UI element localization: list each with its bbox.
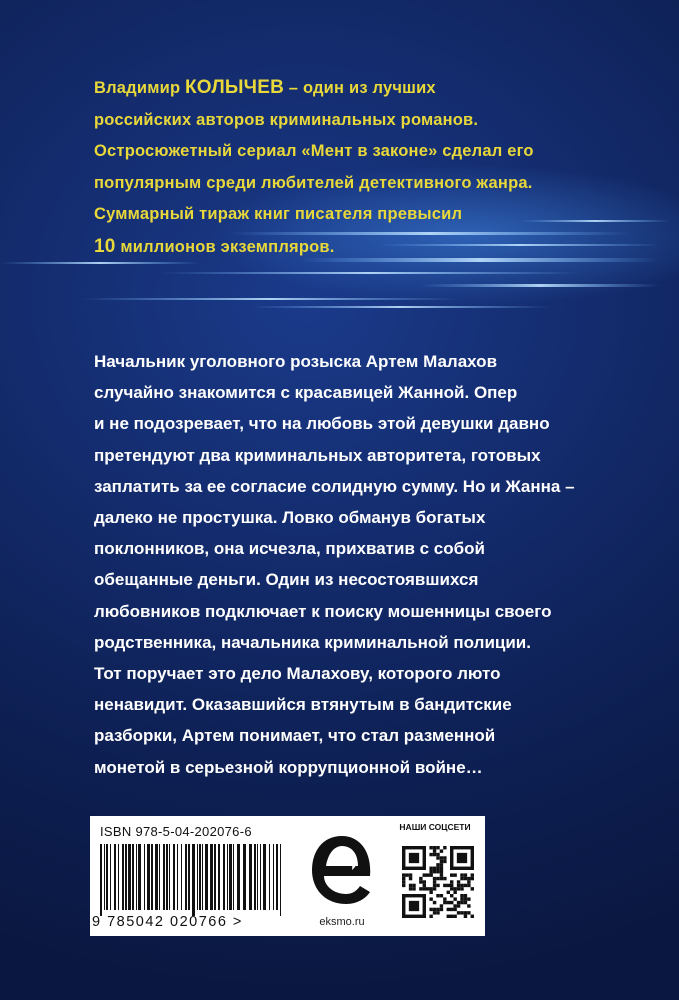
qr-module [440,867,443,870]
barcode-bar [177,844,178,910]
qr-module [457,887,460,890]
publisher-site: eksmo.ru [319,916,365,928]
barcode-bar [243,844,246,910]
qr-module [436,884,439,887]
qr-module [453,887,456,890]
annotation-line: далеко не простушка. Ловко обманув богатых [94,508,486,528]
barcode-bar [205,844,208,910]
annotation-line: заплатить за ее согласие солидную сумму. Но и Жанна – [94,476,575,496]
qr-module [450,908,453,911]
qr-module [443,860,446,863]
barcode-bar [147,844,150,910]
qr-module [429,887,432,890]
barcode-bar [106,844,108,910]
barcode-bar [185,844,187,910]
qr-module [447,908,450,911]
qr-module [450,894,453,897]
qr-module [433,884,436,887]
annotation-line: обещанные деньги. Один из несостоявшихся [94,570,479,590]
annotation-line: претендуют два криминальных авторитета, готовых [94,445,541,465]
qr-module [443,901,446,904]
qr-module [412,884,415,887]
qr-module [471,877,474,880]
barcode-bar [202,844,203,910]
qr-module [433,908,436,911]
qr-module [433,849,436,852]
author-line-5: Суммарный тираж книг писателя превысил [94,205,463,223]
annotation-line: Тот поручает это дело Малахову, которого люто [94,664,501,684]
qr-module [443,846,446,849]
annotation-line: монетой в серьезной коррупционной войне… [94,757,483,777]
barcode-bar [263,844,266,910]
barcode-bar [214,844,216,910]
qr-module [409,887,412,890]
barcode-bar [181,844,182,910]
barcode-bar [233,844,234,910]
qr-module [429,867,432,870]
author-blurb [94,72,614,263]
barcode-bar [166,844,168,910]
qr-module [423,873,426,876]
qr-module [436,877,439,880]
qr-module [440,856,443,859]
qr-module [433,853,436,856]
barcode-bar [155,844,158,910]
author-first-name: Владимир [94,79,186,97]
qr-finder [457,853,467,863]
annotation-line: и не подозревает, что на любовь этой девушки давно [94,414,550,434]
annotation-line: Начальник уголовного розыска Артем Малахов [94,352,498,371]
qr-module [402,884,405,887]
qr-module [409,884,412,887]
annotation-line: разборки, Артем понимает, что стал разменной [94,726,496,746]
barcode-bar [169,844,170,910]
qr-module [419,887,422,890]
barcode-bar [276,844,278,910]
qr-module [429,915,432,918]
qr-module [450,880,453,883]
qr-module [440,870,443,873]
barcode-bar [192,844,195,916]
barcode-bar [197,844,198,910]
qr-module [440,904,443,907]
qr-module [409,873,412,876]
qr-module [440,908,443,911]
qr-module [429,897,432,900]
author-line-2: российских авторов криминальных романов. [94,110,479,129]
author-line-1-rest: – один из лучших [284,79,436,97]
barcode-bar [110,844,111,910]
barcode-image [98,844,286,916]
qr-module [436,853,439,856]
qr-module [402,873,405,876]
qr-module [423,884,426,887]
barcode-bar [128,844,131,910]
qr-module [447,884,450,887]
author-line-3: Остросюжетный сериал «Мент в законе» сделал его [94,142,534,160]
qr-module [447,891,450,894]
qr-module [460,901,463,904]
qr-module [436,856,439,859]
qr-module [457,904,460,907]
qr-module [457,911,460,914]
author-line-6 [94,231,614,264]
qr-module [450,887,453,890]
qr-module [471,873,474,876]
barcode-bar [144,844,145,910]
barcode-bar [237,844,240,910]
qr-module [436,894,439,897]
qr-module [440,894,443,897]
qr-module [464,884,467,887]
qr-module [423,887,426,890]
qr-module [467,897,470,900]
circulation-text: миллионов экземпляров. [115,237,335,256]
qr-module [423,880,426,883]
qr-module [402,877,405,880]
qr-module [412,887,415,890]
annotation-line: ненавидит. Оказавшийся втянутым в бандитские [94,695,512,715]
qr-module [457,880,460,883]
qr-module [443,897,446,900]
qr-module [467,880,470,883]
annotation-line: поклонников, она исчезла, прихватив с собой [94,539,485,559]
annotation-line: любовников подключает к поиску мошенницы своего [94,601,552,621]
qr-module [433,870,436,873]
barcode-bar [159,844,160,910]
book-annotation [94,346,594,783]
qr-module [457,884,460,887]
qr-module [436,908,439,911]
qr-module [419,880,422,883]
qr-module [450,915,453,918]
barcode-bar [257,844,258,910]
qr-module [433,880,436,883]
qr-module [405,873,408,876]
qr-module [443,877,446,880]
qr-module [450,873,453,876]
qr-module [464,901,467,904]
qr-module [453,897,456,900]
qr-module [460,894,463,897]
qr-module [426,887,429,890]
qr-module [460,873,463,876]
qr-module [429,853,432,856]
barcode-bar [132,844,134,910]
qr-module [433,911,436,914]
isbn-text: ISBN 978-5-04-202076-6 [100,824,252,839]
qr-module [471,887,474,890]
qr-module [440,860,443,863]
qr-module [460,911,463,914]
qr-module [419,877,422,880]
qr-module [453,915,456,918]
qr-module [460,887,463,890]
barcode-bar [260,844,261,910]
social-label: НАШИ СОЦСЕТИ [399,822,471,832]
qr-module [464,877,467,880]
barcode-bar [229,844,232,910]
qr-module [447,901,450,904]
barcode-bar [210,844,213,910]
qr-module [453,904,456,907]
qr-module [460,897,463,900]
qr-module [429,908,432,911]
barcode-bar [249,844,252,910]
qr-module [467,904,470,907]
qr-module [464,915,467,918]
qr-module [464,897,467,900]
qr-module [436,867,439,870]
barcode-bar [138,844,141,910]
qr-module [443,884,446,887]
qr-module [429,891,432,894]
qr-module [433,846,436,849]
qr-module [453,908,456,911]
author-line-1 [94,72,614,105]
qr-finder [409,853,419,863]
qr-module [436,911,439,914]
qr-module [433,887,436,890]
qr-module [436,846,439,849]
qr-module [443,856,446,859]
barcode-bar [100,844,102,916]
qr-module [440,863,443,866]
qr-module [433,867,436,870]
qr-module [467,911,470,914]
qr-module [453,891,456,894]
barcode-bar [254,844,256,910]
barcode-bar [280,844,281,916]
barcode-bar [151,844,153,910]
qr-module [471,915,474,918]
barcode-bar [218,844,220,910]
qr-module [450,884,453,887]
barcode-bar [269,844,270,910]
barcode-number: 9 785042 020766 > [92,914,243,930]
barcode-bar [199,844,201,910]
qr-module [453,873,456,876]
qr-module [464,894,467,897]
barcode-bar [114,844,116,910]
qr-module [433,901,436,904]
qr-module [447,915,450,918]
annotation-line: родственника, начальника криминальной полиции. [94,632,531,652]
qr-code-icon [400,836,476,928]
author-line-4: популярным среди любителей детективного жанра. [94,173,533,192]
qr-module [467,877,470,880]
barcode-bar [118,844,119,910]
qr-module [436,863,439,866]
barcode-bar [223,844,225,910]
qr-module [429,870,432,873]
barcode-bar [173,844,175,910]
qr-module [426,873,429,876]
barcode-bar [125,844,127,910]
qr-module [429,873,432,876]
annotation-line: случайно знакомится с красавицей Жанной. Опер [94,383,518,403]
qr-module [429,846,432,849]
qr-module [436,870,439,873]
barcode-bar [227,844,228,910]
qr-module [457,901,460,904]
barcode-bar [163,844,165,910]
qr-module [460,884,463,887]
qr-module [440,849,443,852]
qr-module [402,880,405,883]
barcode-bar [122,844,124,910]
barcode-panel [90,816,485,936]
qr-module [450,901,453,904]
barcode-bar [104,844,105,910]
eksmo-logo-icon [308,830,376,910]
qr-module [460,877,463,880]
qr-module [440,877,443,880]
qr-module [464,911,467,914]
author-surname: КОЛЫЧЕВ [185,77,284,98]
qr-finder [409,901,419,911]
qr-module [467,884,470,887]
qr-module [440,873,443,876]
barcode-bar [273,844,274,910]
barcode-bar [188,844,190,910]
qr-module [464,873,467,876]
qr-module [409,877,412,880]
circulation-number: 10 [94,235,116,257]
barcode-bar [136,844,137,910]
qr-module [433,877,436,880]
